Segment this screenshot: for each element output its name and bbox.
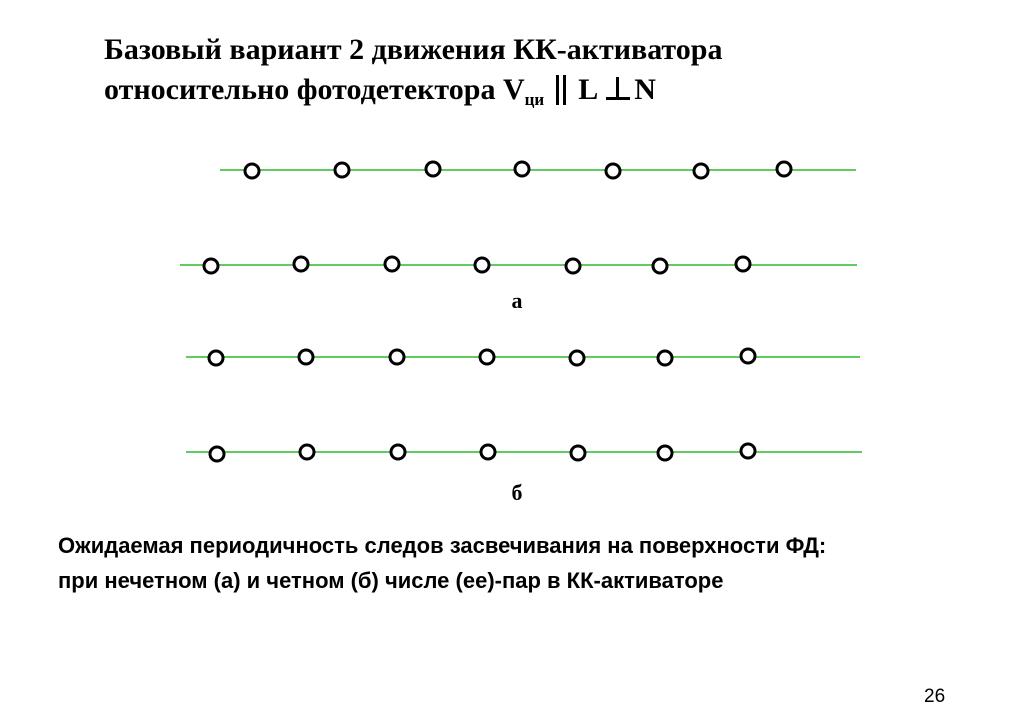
trace-circle (475, 258, 489, 272)
slide-caption (58, 528, 998, 598)
trace-circle (209, 351, 223, 365)
trace-circle (741, 349, 755, 363)
trace-circle (515, 162, 529, 176)
row-b-2 (186, 444, 862, 461)
trace-circle (480, 350, 494, 364)
caption-line-1: Ожидаемая периодичность следов засвечивания на поверхности ФД: (58, 533, 827, 558)
trace-circle (570, 351, 584, 365)
trace-circle (391, 445, 405, 459)
trace-circle (736, 257, 750, 271)
group-label-a: а (511, 288, 523, 313)
trace-circle (694, 164, 708, 178)
trace-circle (390, 350, 404, 364)
title-line-1: Базовый вариант 2 движения КК-активатора (104, 33, 723, 66)
title-line-2-end: N (634, 73, 656, 106)
trace-circle (210, 447, 224, 461)
trace-circle (294, 257, 308, 271)
trace-circle (658, 351, 672, 365)
trace-circle (741, 444, 755, 458)
row-a-1 (220, 162, 856, 178)
trace-circle (300, 445, 314, 459)
row-b-1 (186, 349, 860, 365)
page-number: 26 (924, 686, 946, 707)
trace-circle (335, 163, 349, 177)
group-label-b: б (511, 480, 523, 505)
velocity-subscript: ци (524, 90, 545, 109)
trace-circle (653, 259, 667, 273)
trace-circle (426, 162, 440, 176)
trace-circle (385, 257, 399, 271)
trace-circle (658, 446, 672, 460)
trace-circle (299, 350, 313, 364)
caption-line-2: при нечетном (а) и четном (б) числе (ее)-пар в КК-активаторе (58, 568, 724, 593)
title-line-2-mid: L (578, 73, 599, 106)
trace-circle (204, 259, 218, 273)
trace-circle (571, 446, 585, 460)
trace-circle (566, 259, 580, 273)
row-a-2 (180, 257, 857, 273)
trace-circle (481, 445, 495, 459)
trace-circle (777, 162, 791, 176)
trace-circle (245, 164, 259, 178)
title-line-2-prefix: относительно фотодетектора V (104, 73, 525, 106)
trace-circle (606, 164, 620, 178)
